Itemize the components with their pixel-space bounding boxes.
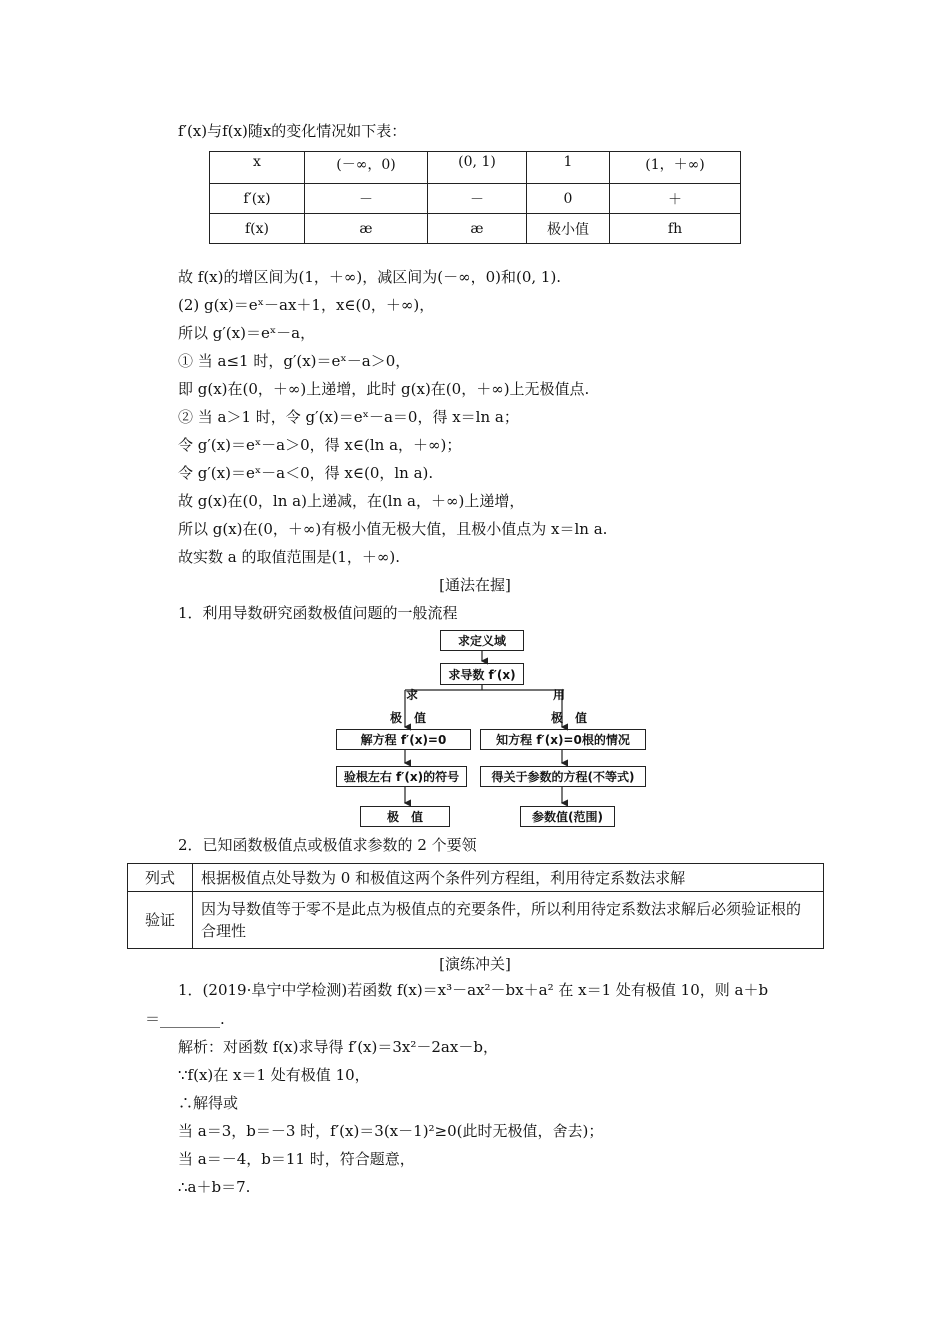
text-line: 所以 g(x)在(0，＋∞)有极小值无极大值，且极小值点为 x＝ln a. bbox=[178, 520, 608, 538]
solution-line: 解析：对函数 f(x)求导得 f′(x)＝3x²－2ax－b， bbox=[178, 1038, 498, 1056]
flowchart-domain-box: 求定义域 bbox=[440, 630, 524, 651]
table-intro: f′(x)与f(x)随x的变化情况如下表： bbox=[178, 122, 407, 140]
table-cell: æ bbox=[428, 214, 527, 244]
table-cell: fh bbox=[610, 214, 741, 244]
table-cell: ＋ bbox=[610, 184, 741, 214]
tip-key: 验证 bbox=[128, 892, 193, 949]
solution-line: ∵f(x)在 x＝1 处有极值 10， bbox=[178, 1066, 370, 1084]
section-title-method: [通法在握] bbox=[439, 576, 511, 594]
tip-value: 根据极值点处导数为 0 和极值这两个条件列方程组，利用待定系数法求解 bbox=[193, 864, 824, 892]
flowchart-extreme-value-box: 极 值 bbox=[360, 806, 450, 827]
text-line: 故实数 a 的取值范围是(1，＋∞). bbox=[178, 548, 400, 566]
flowchart-label-extreme-left: 极 值 bbox=[390, 711, 427, 725]
flowchart-check-sign-box: 验根左右 f′(x)的符号 bbox=[336, 766, 467, 787]
text-line: 令 g′(x)＝eˣ－a＜0，得 x∈(0，ln a). bbox=[178, 464, 434, 482]
point-1-heading: 1．利用导数研究函数极值问题的一般流程 bbox=[178, 604, 458, 622]
table-header-cell: 1 bbox=[527, 152, 610, 184]
text-line: ① 当 a≤1 时，g′(x)＝eˣ－a＞0， bbox=[178, 352, 411, 370]
flowchart-label-seek: 求 bbox=[406, 688, 419, 702]
table-row bbox=[128, 864, 824, 892]
text-line: 所以 g′(x)＝eˣ－a， bbox=[178, 324, 316, 342]
solution-line: 当 a＝－4，b＝11 时，符合题意， bbox=[178, 1150, 415, 1168]
section-title-practice: [演练冲关] bbox=[439, 955, 511, 973]
text-line: 即 g(x)在(0，＋∞)上递增，此时 g(x)在(0，＋∞)上无极值点. bbox=[178, 380, 590, 398]
flowchart-known-roots-box: 知方程 f′(x)=0根的情况 bbox=[480, 729, 646, 750]
table-cell: f(x) bbox=[210, 214, 305, 244]
tips-table bbox=[127, 863, 824, 949]
table-cell: 极小值 bbox=[527, 214, 610, 244]
table-cell: － bbox=[305, 184, 428, 214]
table-header-cell: (－∞，0) bbox=[305, 152, 428, 184]
table-cell: 0 bbox=[527, 184, 610, 214]
table-cell: f′(x) bbox=[210, 184, 305, 214]
problem-statement: 1．(2019·阜宁中学检测)若函数 f(x)＝x³－ax²－bx＋a² 在 x＝1 处有极值 10，则 a＋b bbox=[178, 981, 769, 999]
text-line: (2) g(x)＝eˣ－ax＋1，x∈(0，＋∞)， bbox=[178, 296, 435, 314]
flowchart-param-value-box: 参数值(范围) bbox=[520, 806, 615, 827]
tip-value: 因为导数值等于零不是此点为极值点的充要条件，所以利用待定系数法求解后必须验证根的合理性 bbox=[193, 892, 824, 949]
table-header-cell: x bbox=[210, 152, 305, 184]
point-2-heading: 2．已知函数极值点或极值求参数的 2 个要领 bbox=[178, 836, 477, 854]
table-header-cell: (1，＋∞) bbox=[610, 152, 741, 184]
table-cell: æ bbox=[305, 214, 428, 244]
flowchart-label-extreme-right: 极 值 bbox=[551, 711, 588, 725]
flowchart-param-equation-box: 得关于参数的方程(不等式) bbox=[480, 766, 646, 787]
tip-key: 列式 bbox=[128, 864, 193, 892]
table-row bbox=[128, 892, 824, 949]
table-header-cell: (0, 1) bbox=[428, 152, 527, 184]
solution-line: ∴解得或 bbox=[178, 1094, 239, 1112]
solution-line: 当 a＝3，b＝－3 时，f′(x)＝3(x－1)²≥0(此时无极值，舍去)； bbox=[178, 1122, 604, 1140]
solution-line: ∴a＋b＝7. bbox=[178, 1178, 251, 1196]
flowchart-solve-box: 解方程 f′(x)=0 bbox=[336, 729, 471, 750]
text-line: 故 f(x)的增区间为(1，＋∞)，减区间为(－∞，0)和(0, 1). bbox=[178, 268, 562, 286]
problem-answer-blank: ＝________. bbox=[145, 1010, 225, 1028]
table-cell: － bbox=[428, 184, 527, 214]
text-line: 故 g(x)在(0，ln a)上递减，在(ln a，＋∞)上递增， bbox=[178, 492, 525, 510]
text-line: 令 g′(x)＝eˣ－a＞0，得 x∈(ln a，＋∞)； bbox=[178, 436, 462, 454]
text-line: ② 当 a＞1 时，令 g′(x)＝eˣ－a＝0，得 x＝ln a； bbox=[178, 408, 519, 426]
flowchart-label-use: 用 bbox=[553, 688, 566, 702]
flowchart-derivative-box: 求导数 f′(x) bbox=[440, 663, 524, 685]
